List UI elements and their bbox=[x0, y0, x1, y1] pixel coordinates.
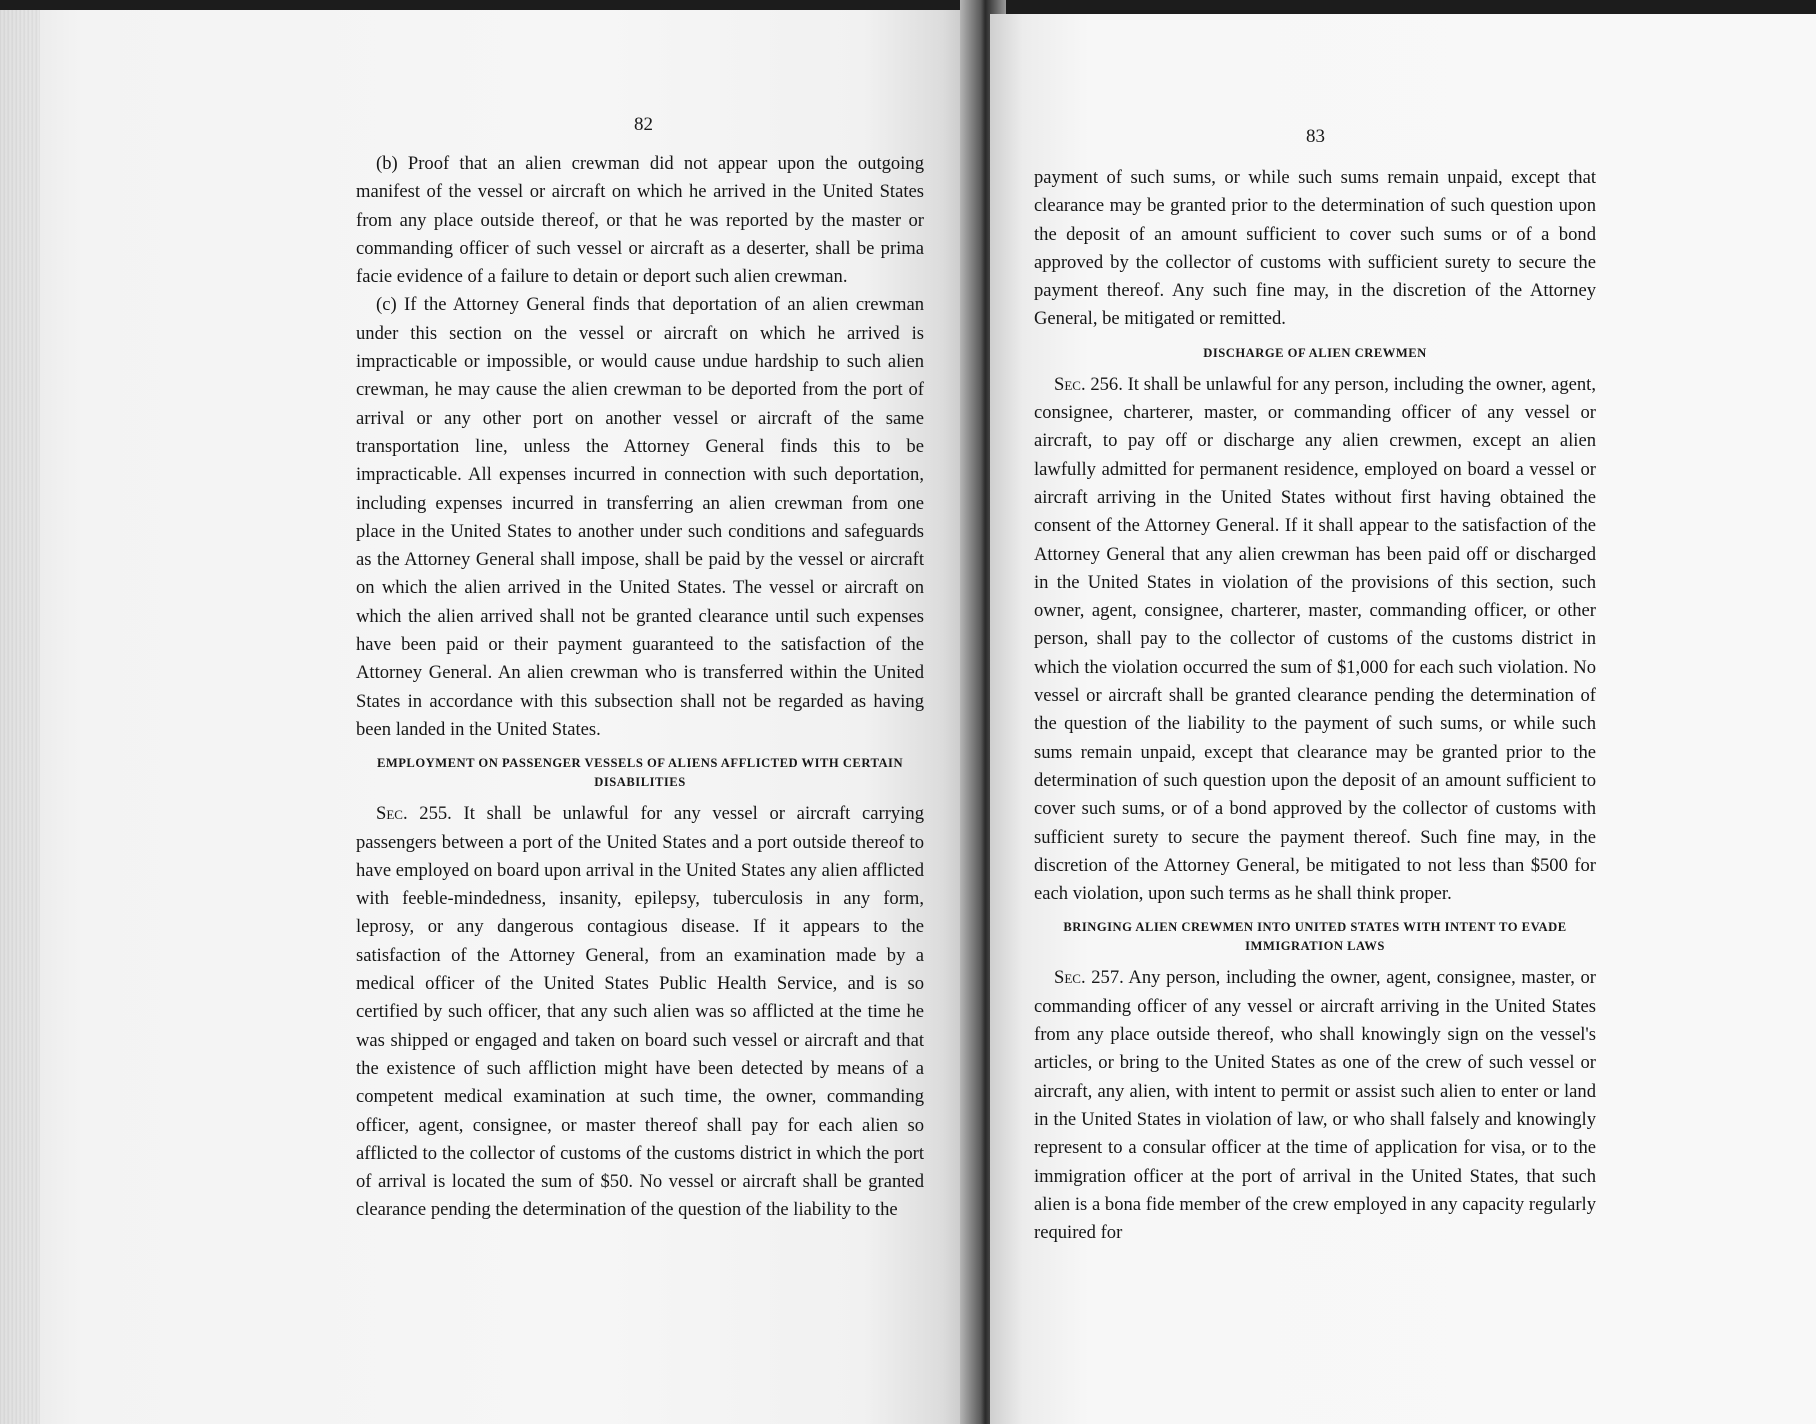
left-page-text bbox=[356, 150, 924, 1225]
paragraph-b: (b) Proof that an alien crewman did not appear upon the outgoing manifest of the vessel or aircraft on which he arrived in the United States from any place outside thereof, or that he was reported by the master or commanding officer of such vessel or aircraft as a deserter, shall be prima facie evidence of a failure to detain or deport such alien crewman. bbox=[356, 153, 924, 288]
paragraph-c: (c) If the Attorney General finds that deportation of an alien crewman under this section on the vessel or aircraft on which he arrived is impracticable or impossible, or would cause undue hardship to such alien crewman, he may cause the alien crewman to be deported from the port of arrival or any other port on another vessel or aircraft of the same transportation line, unless the Attorney General finds this to be impracticable. All expenses incurred in connection with such deportation, including expenses incurred in transferring an alien crewman from one place in the United States to another under such conditions and safeguards as the Attorney General shall impose, shall be paid by the vessel or aircraft on which the alien arrived in the United States. The vessel or aircraft on which the alien arrived shall not be granted clearance until such expenses have been paid or their payment guaranteed to the satisfaction of the Attorney General. An alien crewman who is transferred within the United States in accordance with this subsection shall not be regarded as having been landed in the United States. bbox=[356, 294, 924, 740]
section-heading-257: BRINGING ALIEN CREWMEN INTO UNITED STATES WITH INTENT TO EVADE IMMIGRATION LAWS bbox=[1063, 920, 1567, 954]
section-256-text: It shall be unlawful for any person, including the owner, agent, consignee, charterer, master, or commanding officer of any vessel or aircraft, to pay off or discharge any alien crewmen, except an alien lawfully admitted for permanent residence, employed on board a vessel or aircraft arriving in the United States without first having obtained the consent of the Attorney General. If it shall appear to the satisfaction of the Attorney General that any alien crewman has been paid off or discharged in the United States in violation of the provisions of this section, such owner, agent, consignee, charterer, master, commanding officer, or other person, shall pay to the collector of customs of the customs district in which the violation occurred the sum of $1,000 for each such violation. No vessel or aircraft shall be granted clearance pending the determination of the question of the liability to the payment of such sums, or while such sums remain unpaid, except that clearance may be granted prior to the determination of such question upon the deposit of an amount sufficient to cover such sums, or of a bond approved by the collector of customs with sufficient surety to secure the payment thereof. Such fine may, in the discretion of the Attorney General, be mitigated to not less than $500 for each violation, upon such terms as he shall think proper. bbox=[1034, 373, 1596, 905]
section-label-257: Sec. 257. bbox=[1054, 967, 1124, 989]
section-257 bbox=[1034, 964, 1596, 1247]
page-number-left: 82 bbox=[634, 114, 653, 135]
right-page-text bbox=[1034, 164, 1596, 1247]
section-label-256: Sec. 256. bbox=[1054, 373, 1123, 395]
continuation-paragraph: payment of such sums, or while such sums remain unpaid, except that clearance may be granted prior to the determination of such question upon the deposit of an amount sufficient to cover such sums or of a bond approved by the collector of customs with sufficient surety to secure the payment thereof. Any such fine may, in the discretion of the Attorney General, be mitigated or remitted. bbox=[1034, 167, 1596, 330]
section-heading-256: DISCHARGE OF ALIEN CREWMEN bbox=[1203, 345, 1427, 360]
section-255-text: It shall be unlawful for any vessel or aircraft carrying passengers between a port of the United States and a port outside thereof to have employed on board upon arrival in the United States any alien afflicted with feeble-mindedness, insanity, epilepsy, tuberculosis in any form, leprosy, or any dangerous contagious disease. If it appears to the satisfaction of the Attorney General, from an examination made by a medical officer of the United States Public Health Service, and is so certified by such officer, that any such alien was so afflicted at the time he was shipped or engaged and taken on board such vessel or aircraft and that the existence of such affliction might have been detected by means of a competent medical examination at such time, the owner, commanding officer, agent, consignee, or master thereof shall pay for each alien so afflicted to the collector of customs of the customs district in which the port of arrival is located the sum of $50. No vessel or aircraft shall be granted clearance pending the determination of the question of the liability to the bbox=[356, 803, 924, 1221]
section-257-text: Any person, including the owner, agent, consignee, master, or commanding officer of any vessel or aircraft arriving in the United States from any place outside thereof, who shall knowingly sign on the vessel's articles, or bring to the United States as one of the crew of such vessel or aircraft, any alien, with intent to permit or assist such alien to enter or land in the United States in violation of law, or who shall falsely and knowingly represent to a consular officer at the time of application for visa, or to the immigration officer at the port of arrival in the United States, that such alien is a bona fide member of the crew employed in any capacity regularly required for bbox=[1034, 967, 1596, 1244]
section-label-255: Sec. 255. bbox=[376, 803, 452, 825]
section-256 bbox=[1034, 371, 1596, 909]
page-number-right: 83 bbox=[1306, 126, 1325, 147]
section-255 bbox=[356, 800, 924, 1224]
page-edges bbox=[0, 10, 40, 1424]
section-heading-255: EMPLOYMENT ON PASSENGER VESSELS OF ALIENS AFFLICTED WITH CERTAIN DISABILITIES bbox=[376, 756, 904, 790]
